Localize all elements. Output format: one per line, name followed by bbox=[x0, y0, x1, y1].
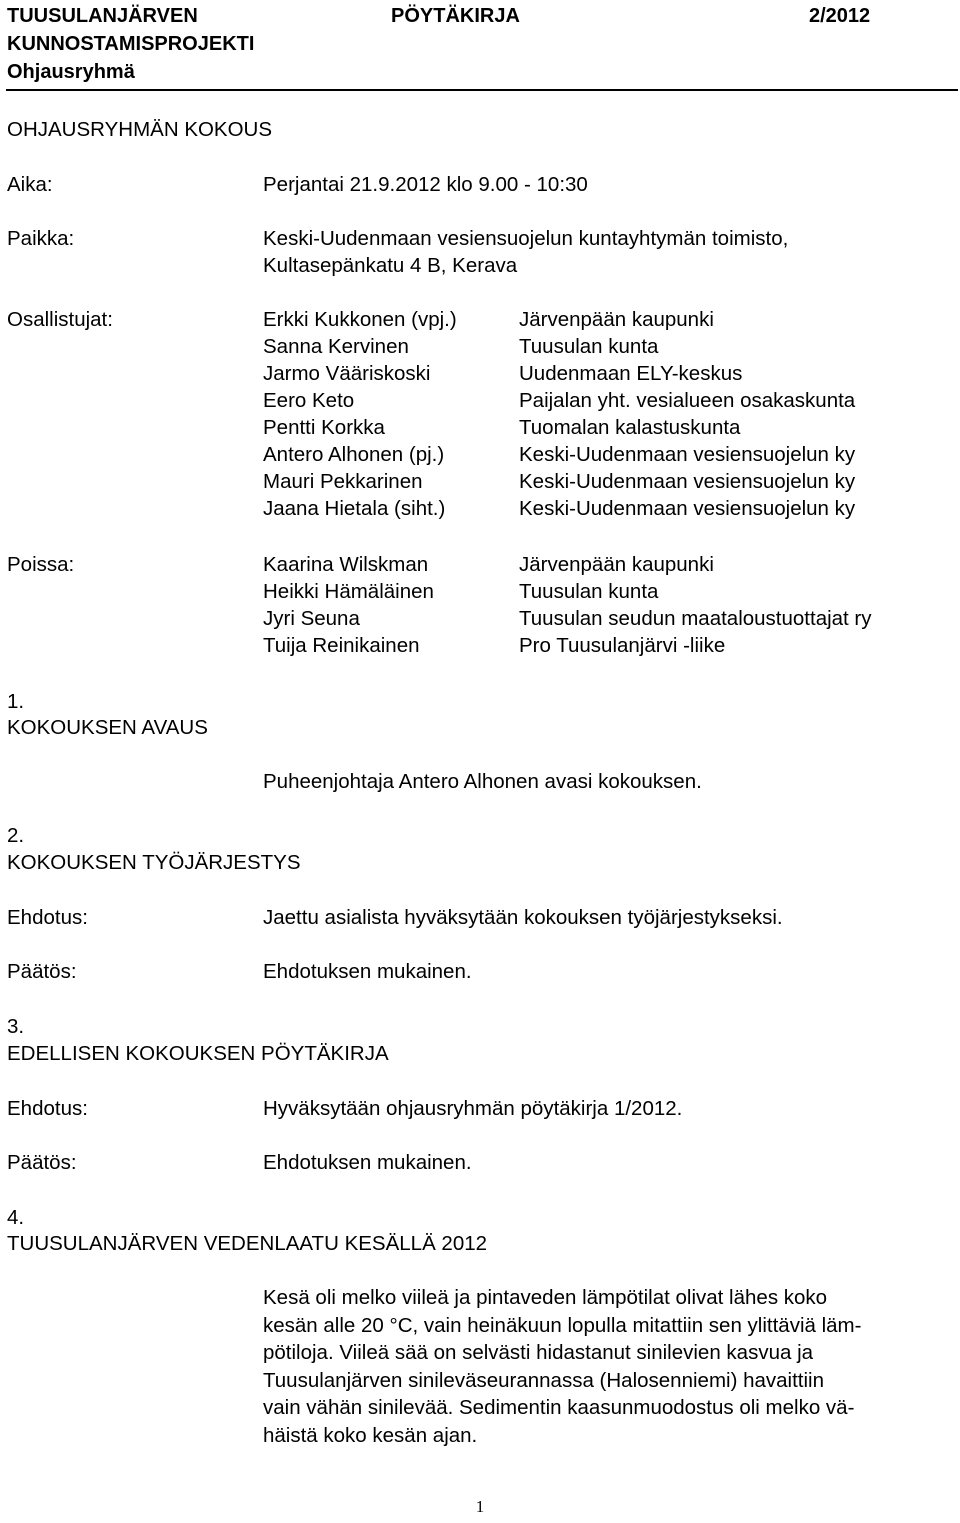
decision-label: Päätös: bbox=[7, 960, 77, 983]
section-title: KOKOUKSEN AVAUS bbox=[7, 716, 208, 739]
paragraph-line: häistä koko kesän ajan. bbox=[263, 1423, 478, 1447]
org-name-line2: KUNNOSTAMISPROJEKTI bbox=[7, 33, 255, 55]
decision-label: Päätös: bbox=[7, 1151, 77, 1174]
participant-name: Eero Keto bbox=[263, 389, 355, 412]
time-label: Aika: bbox=[7, 173, 53, 196]
decision-text: Ehdotuksen mukainen. bbox=[263, 960, 472, 983]
section-title: TUUSULANJÄRVEN VEDENLAATU KESÄLLÄ 2012 bbox=[7, 1232, 488, 1255]
participant-org: Tuomalan kalastuskunta bbox=[519, 416, 741, 439]
paragraph-line: kesän alle 20 °C, vain heinäkuun lopulla mitattiin sen ylittäviä läm- bbox=[263, 1313, 862, 1337]
participant-org: Keski-Uudenmaan vesiensuojelun ky bbox=[519, 470, 856, 493]
paragraph-line: Tuusulanjärven sinileväseurannassa (Halosenniemi) havaittiin bbox=[263, 1368, 825, 1392]
participant-org: Keski-Uudenmaan vesiensuojelun ky bbox=[519, 497, 856, 520]
proposal-label: Ehdotus: bbox=[7, 906, 88, 929]
participant-org: Paijalan yht. vesialueen osakaskunta bbox=[519, 389, 856, 412]
doc-type: PÖYTÄKIRJA bbox=[391, 5, 520, 27]
paragraph-line: pötiloja. Viileä sää on selvästi hidastanut sinilevien kasvua ja bbox=[263, 1341, 814, 1364]
absent-org: Järvenpään kaupunki bbox=[519, 553, 714, 576]
absent-name: Tuija Reinikainen bbox=[263, 634, 420, 657]
participant-name: Antero Alhonen (pj.) bbox=[263, 443, 445, 466]
participant-name: Jarmo Vääriskoski bbox=[263, 362, 431, 385]
participant-name: Jaana Hietala (siht.) bbox=[263, 497, 446, 520]
participant-org: Tuusulan kunta bbox=[519, 335, 659, 358]
place-line: Keski-Uudenmaan vesiensuojelun kuntayhtymän toimisto, bbox=[263, 227, 789, 250]
section-number: 1. bbox=[7, 690, 25, 713]
absent-orgs bbox=[519, 551, 872, 659]
proposal-label: Ehdotus: bbox=[7, 1097, 88, 1120]
section-number: 2. bbox=[7, 824, 25, 847]
absent-label: Poissa: bbox=[7, 553, 75, 576]
org-name-line1: TUUSULANJÄRVEN bbox=[7, 5, 198, 27]
absent-name: Heikki Hämäläinen bbox=[263, 580, 434, 603]
decision-text: Ehdotuksen mukainen. bbox=[263, 1151, 472, 1174]
participants-label: Osallistujat: bbox=[7, 308, 113, 331]
participant-name: Sanna Kervinen bbox=[263, 335, 409, 358]
place-label: Paikka: bbox=[7, 227, 75, 250]
section-title: KOKOUKSEN TYÖJÄRJESTYS bbox=[7, 851, 301, 874]
header-rule bbox=[6, 89, 958, 91]
section-text: Puheenjohtaja Antero Alhonen avasi kokouksen. bbox=[263, 770, 702, 793]
meeting-title: OHJAUSRYHMÄN KOKOUS bbox=[7, 118, 273, 141]
participant-name: Erkki Kukkonen (vpj.) bbox=[263, 308, 457, 331]
paragraph-line: vain vähän sinilevää. Sedimentin kaasunmuodostus oli melko vä- bbox=[263, 1396, 855, 1419]
section-title: EDELLISEN KOKOUKSEN PÖYTÄKIRJA bbox=[7, 1042, 389, 1065]
doc-number: 2/2012 bbox=[809, 5, 871, 27]
absent-org: Tuusulan seudun maataloustuottajat ry bbox=[519, 607, 872, 630]
absent-org: Pro Tuusulanjärvi -liike bbox=[519, 634, 726, 657]
section-paragraph bbox=[263, 1284, 953, 1449]
participant-org: Järvenpään kaupunki bbox=[519, 308, 714, 331]
absent-names bbox=[263, 551, 434, 659]
absent-org: Tuusulan kunta bbox=[519, 580, 659, 603]
absent-name: Kaarina Wilskman bbox=[263, 553, 429, 576]
paragraph-line: Kesä oli melko viileä ja pintaveden lämpötilat olivat lähes koko bbox=[263, 1286, 828, 1309]
proposal-text: Jaettu asialista hyväksytään kokouksen työjärjestykseksi. bbox=[263, 906, 783, 929]
participant-org: Uudenmaan ELY-keskus bbox=[519, 362, 743, 385]
section-number: 3. bbox=[7, 1015, 25, 1038]
place-value bbox=[263, 225, 788, 279]
section-number: 4. bbox=[7, 1206, 25, 1229]
place-line: Kultasepänkatu 4 B, Kerava bbox=[263, 254, 518, 277]
participant-name: Pentti Korkka bbox=[263, 416, 385, 439]
participants-orgs bbox=[519, 306, 855, 522]
participants-names bbox=[263, 306, 457, 522]
proposal-text: Hyväksytään ohjausryhmän pöytäkirja 1/2012. bbox=[263, 1097, 683, 1120]
page-number: 1 bbox=[475, 1497, 485, 1516]
absent-name: Jyri Seuna bbox=[263, 607, 360, 630]
participant-name: Mauri Pekkarinen bbox=[263, 470, 423, 493]
org-name-line3: Ohjausryhmä bbox=[7, 61, 135, 83]
time-value: Perjantai 21.9.2012 klo 9.00 - 10:30 bbox=[263, 173, 588, 196]
participant-org: Keski-Uudenmaan vesiensuojelun ky bbox=[519, 443, 856, 466]
